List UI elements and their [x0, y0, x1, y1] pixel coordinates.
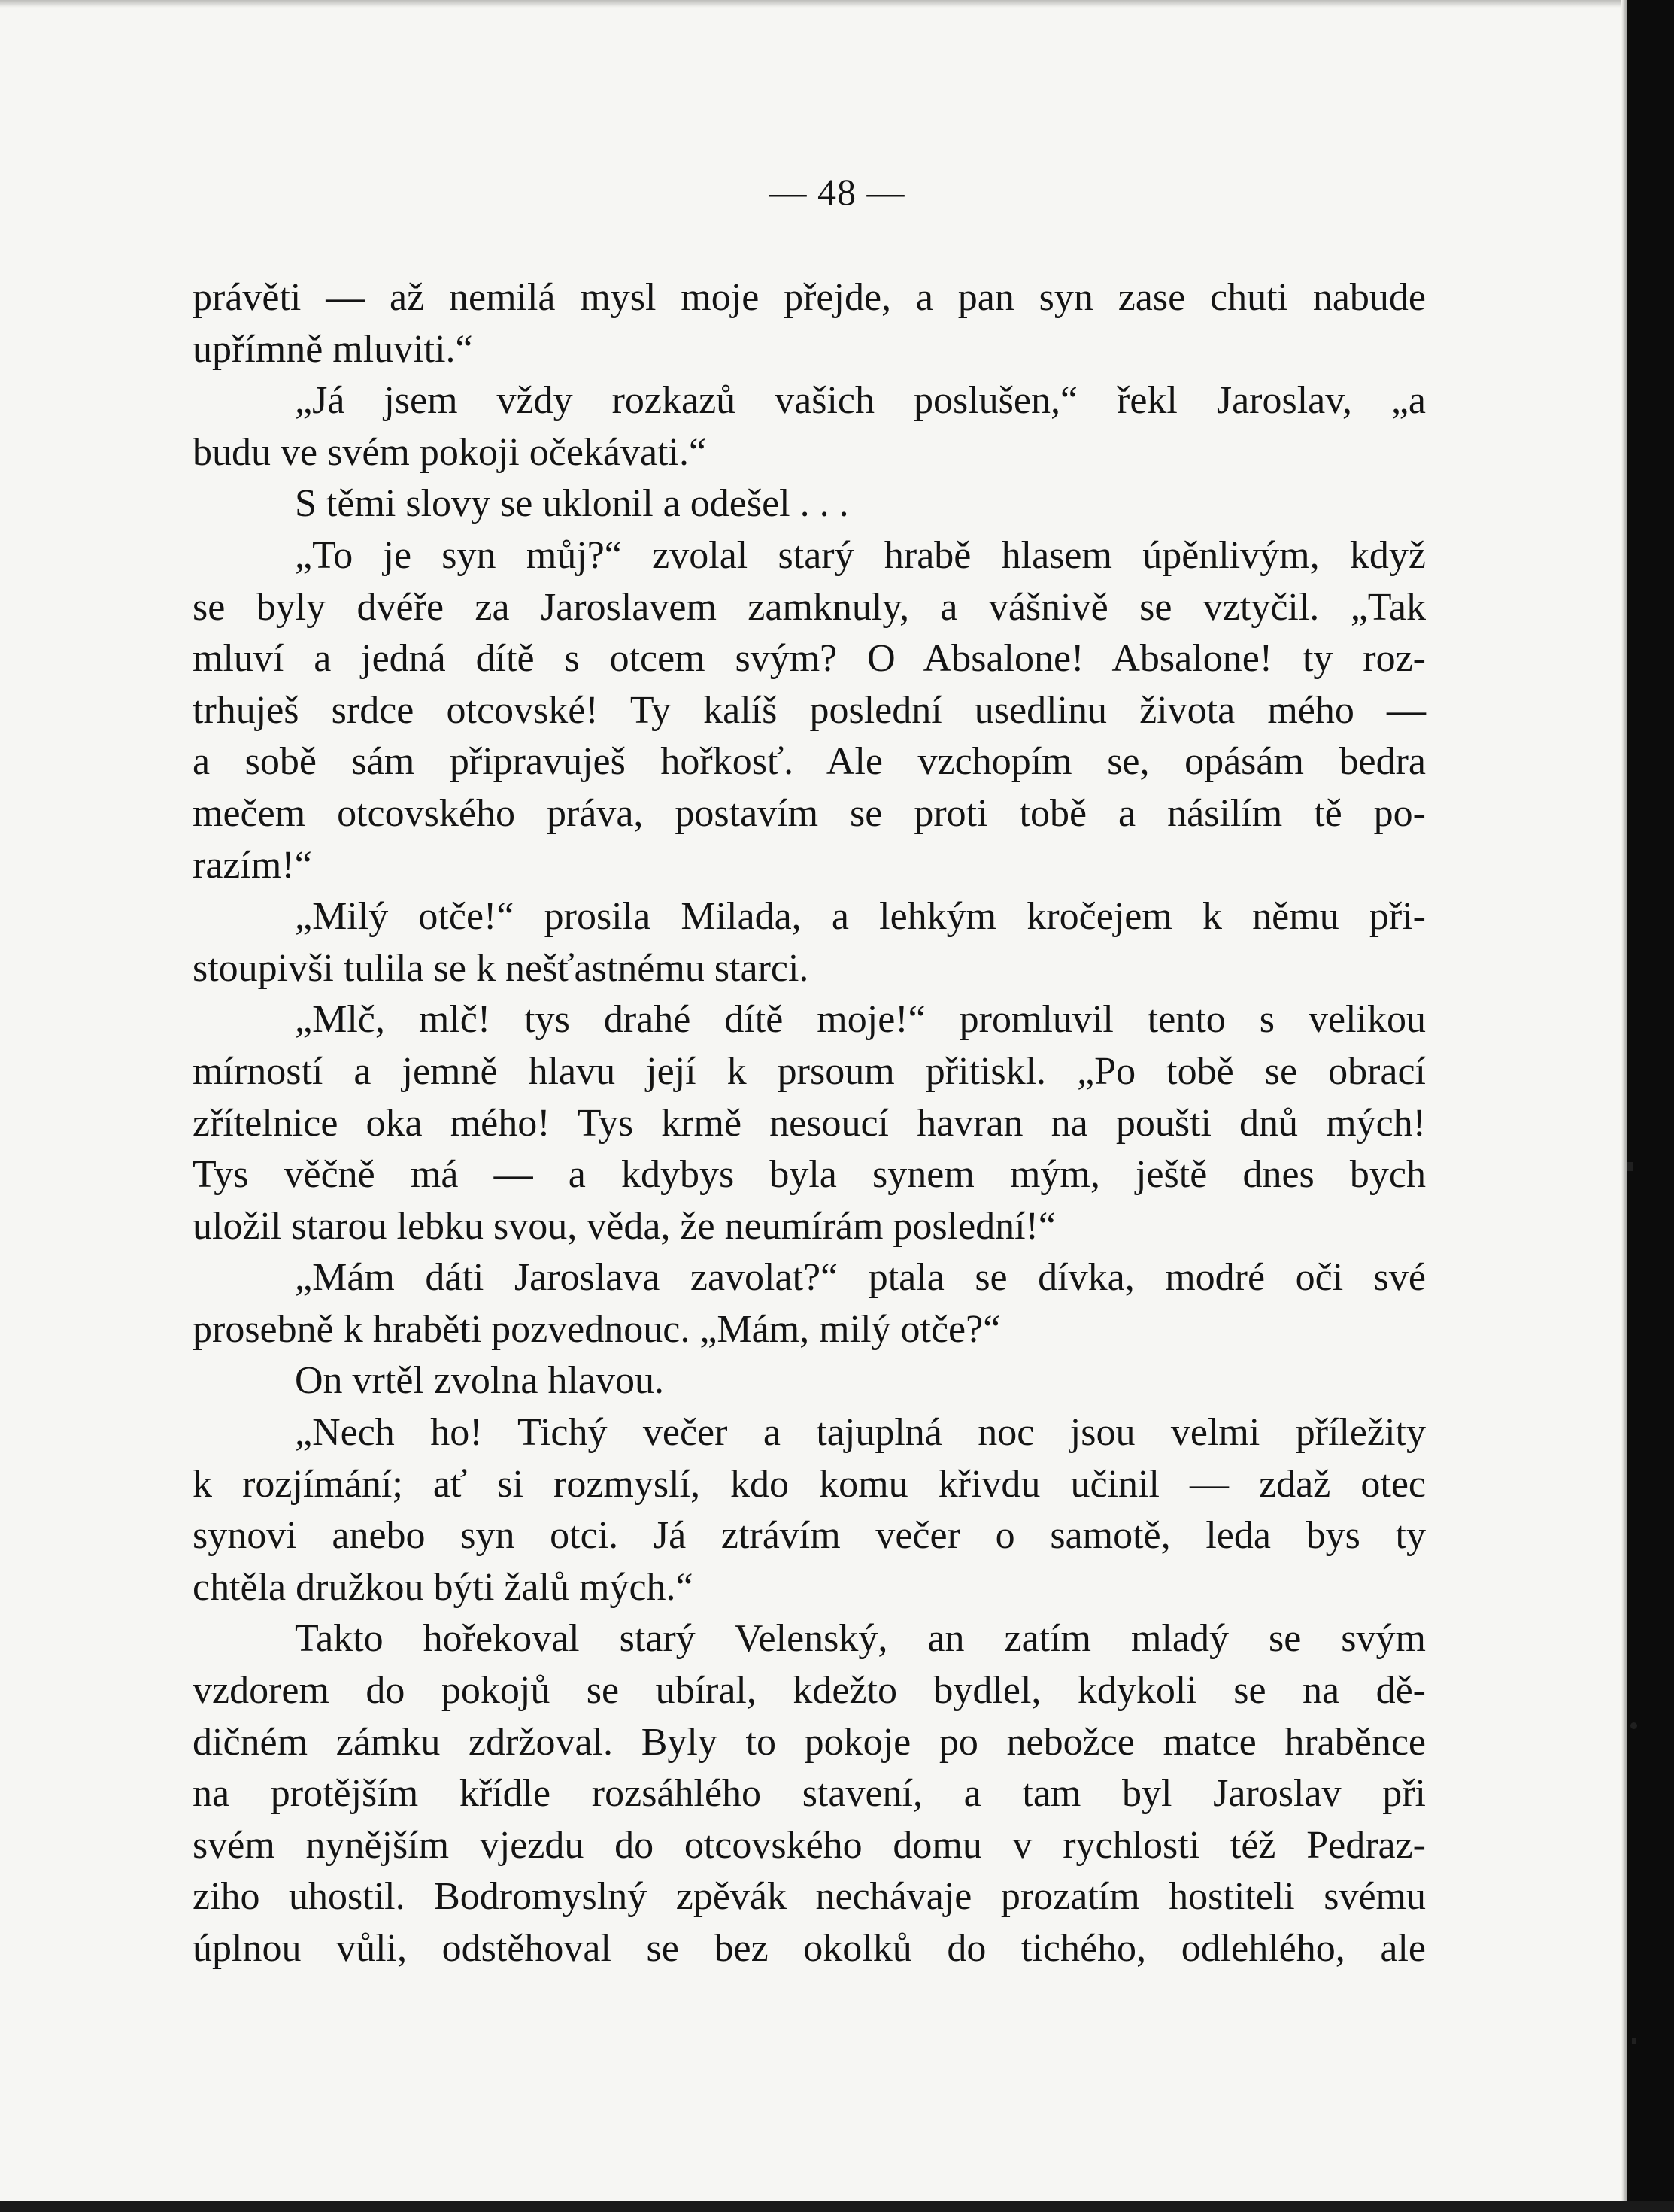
- text-line: svém nynějším vjezdu do otcovského domu v rychlosti též Pedraz-: [193, 1823, 1426, 1867]
- text-line: chtěla družkou býti žalů mých.“: [193, 1565, 693, 1609]
- text-line: mírností a jemně hlavu její k prsoum přitiskl. „Po tobě se obrací: [193, 1049, 1426, 1093]
- body-text: [193, 272, 1426, 1975]
- text-line: „Nech ho! Tichý večer a tajuplná noc jsou velmi příležity: [295, 1411, 1426, 1455]
- text-line: trhuješ srdce otcovské! Ty kalíš poslední usedlinu života mého —: [193, 688, 1426, 732]
- text-line: se byly dvéře za Jaroslavem zamknuly, a vášnivě se vztyčil. „Tak: [193, 585, 1426, 629]
- text-line: Takto hořekoval starý Velenský, an zatím mladý se svým: [295, 1617, 1426, 1661]
- scan-speck: [1630, 1722, 1637, 1729]
- text-line: „Já jsem vždy rozkazů vašich poslušen,“ řekl Jaroslav, „a: [295, 379, 1426, 423]
- text-line: dičném zámku zdržoval. Byly to pokoje po nebožce matce hraběnce: [193, 1720, 1426, 1764]
- text-line: zřítelnice oka mého! Tys krmě nesoucí havran na poušti dnů mých!: [193, 1101, 1426, 1145]
- text-line: „Mám dáti Jaroslava zavolat?“ ptala se dívka, modré oči své: [295, 1256, 1426, 1300]
- text-line: upřímně mluviti.“: [193, 327, 473, 371]
- scan-speck: [1627, 1162, 1633, 1171]
- text-line: On vrtěl zvolna hlavou.: [295, 1359, 664, 1403]
- page-number: — 48 —: [769, 171, 905, 213]
- text-line: mečem otcovského práva, postavím se proti tobě a násilím tě po-: [193, 791, 1426, 835]
- text-line: „Mlč, mlč! tys drahé dítě moje!“ promluvil tento s velikou: [295, 998, 1426, 1042]
- text-line: razím!“: [193, 843, 312, 887]
- text-line: a sobě sám připravuješ hořkosť. Ale vzchopím se, opásám bedra: [193, 740, 1426, 784]
- scan-speck: [1632, 2038, 1636, 2044]
- text-line: „To je syn můj?“ zvolal starý hrabě hlasem úpěnlivým, když: [295, 533, 1426, 577]
- scan-edge-bottom: [0, 2201, 1674, 2212]
- text-line: S těmi slovy se uklonil a odešel . . .: [295, 482, 849, 526]
- text-line: budu ve svém pokoji očekávati.“: [193, 430, 707, 474]
- text-line: právěti — až nemilá mysl moje přejde, a pan syn zase chuti nabude: [193, 276, 1426, 319]
- text-line: mluví a jedná dítě s otcem svým? O Absalone! Absalone! ty roz-: [193, 637, 1426, 681]
- scan-edge-top: [0, 0, 1674, 8]
- text-line: uložil starou lebku svou, věda, že neumírám poslední!“: [193, 1204, 1057, 1248]
- text-line: ziho uhostil. Bodromyslný zpěvák nechávaje prozatím hostiteli svému: [193, 1875, 1426, 1919]
- text-line: Tys věčně má — a kdybys byla synem mým, ještě dnes bych: [193, 1153, 1426, 1197]
- scan-edge-right: [1627, 0, 1674, 2212]
- text-line: prosebně k hraběti pozvednouc. „Mám, milý otče?“: [193, 1307, 1001, 1351]
- scan-edge-shadow: [1621, 0, 1627, 2212]
- text-line: k rozjímání; ať si rozmyslí, kdo komu křivdu učinil — zdaž otec: [193, 1462, 1426, 1506]
- text-line: synovi anebo syn otci. Já ztrávím večer o samotě, leda bys ty: [193, 1514, 1426, 1558]
- text-line: na protějším křídle rozsáhlého stavení, a tam byl Jaroslav při: [193, 1772, 1426, 1816]
- text-line: vzdorem do pokojů se ubíral, kdežto bydlel, kdykoli se na dě-: [193, 1669, 1426, 1713]
- text-line: stoupivši tulila se k nešťastnému starci.: [193, 946, 809, 990]
- text-line: „Milý otče!“ prosila Milada, a lehkým kročejem k němu při-: [295, 895, 1426, 939]
- text-line: úplnou vůli, odstěhoval se bez okolků do tichého, odlehlého, ale: [193, 1927, 1426, 1970]
